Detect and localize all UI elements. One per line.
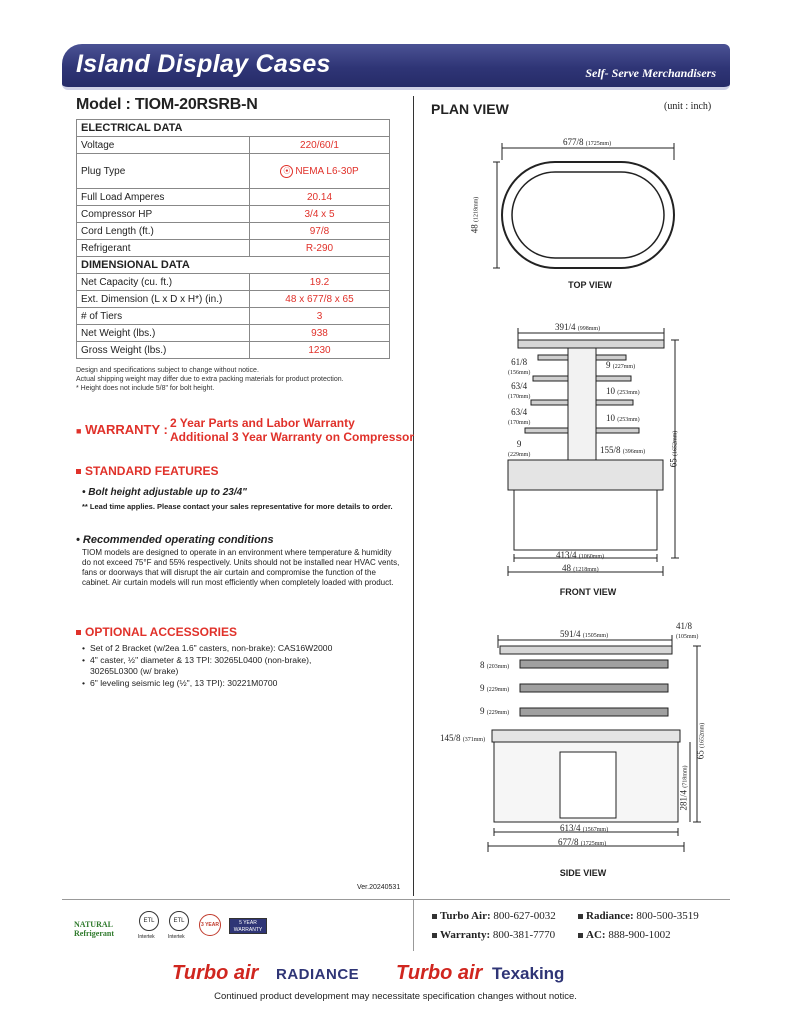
front-left-dim-4 (508, 440, 530, 460)
contact-turbo-air (432, 910, 556, 922)
front-left-dim-1 (508, 358, 530, 378)
contact-name: Turbo Air: (440, 910, 491, 922)
top-view-drawing (493, 143, 674, 268)
turbo-air-logo: Turbo air (172, 962, 259, 984)
contact-phone: 888-900-1002 (608, 929, 671, 941)
dim-mm: (1567mm) (582, 827, 609, 833)
recommended-text: TIOM models are designed to operate in an environment where temperature & humidity do not exceed 75°F and 55% respectively. Units should not be installed near HVAC vents, fans or doorways that will disrupt the air curtain and compromise the function of the cabinet. Air curtain models will run most efficiently when completely loaded with product. (82, 548, 400, 587)
spec-label: Net Weight (lbs.) (77, 325, 250, 342)
dim-value: 65 (668, 458, 679, 468)
side-overall-width-dim (558, 837, 606, 847)
front-right-dim-1 (606, 360, 635, 370)
contact-radiance (578, 910, 699, 922)
dim-mm: (1725mm) (580, 841, 607, 847)
intertek-label: Intertek (168, 934, 185, 940)
contact-phone: 800-381-7770 (492, 929, 556, 941)
natural-text: NATURAL (74, 920, 113, 929)
spec-value: 20.14 (250, 189, 390, 206)
front-left-dim-2 (508, 382, 530, 402)
dim-mm: (718mm) (682, 765, 689, 788)
dim-mm: (156mm) (508, 370, 531, 376)
model-number: TIOM-20RSRB-N (134, 96, 258, 113)
list-item: • 4" caster, ½" diameter & 13 TPI: 30265L0400 (non-brake), (82, 655, 402, 667)
list-item: 30265L0300 (w/ brake) (90, 666, 179, 676)
contact-ac (578, 929, 671, 941)
side-view-drawing (488, 635, 701, 852)
spec-value: 938 (250, 325, 390, 342)
dim-value: 9 (480, 706, 485, 716)
dim-value: 9 (606, 360, 611, 370)
front-view-caption: FRONT VIEW (559, 587, 617, 597)
plug-type-value: NEMA L6-30P (295, 165, 359, 177)
front-right-dim-3 (606, 413, 640, 423)
dim-value: 391/4 (555, 322, 576, 332)
dim-mm: (1060mm) (578, 554, 605, 560)
dim-mm: (227mm) (612, 364, 636, 370)
side-base-width-dim (560, 823, 608, 833)
dim-mm: (1652mm) (672, 430, 679, 457)
footer-divider (62, 899, 730, 900)
side-shelf-depth-dim (440, 733, 485, 743)
side-left-dim-2 (480, 683, 509, 693)
warranty-label-text: WARRANTY : (85, 422, 168, 437)
spec-value: 19.2 (250, 274, 390, 291)
plug-icon: ⦿ (280, 165, 293, 178)
note-line: Actual shipping weight may differ due to extra packing materials for product protection. (76, 376, 344, 383)
contact-phone: 800-500-3519 (636, 910, 699, 922)
side-view-caption: SIDE VIEW (559, 868, 607, 878)
standard-feature-note: ** Lead time applies. Please contact your sales representative for more details to order. (82, 502, 393, 511)
dim-value: 9 (480, 683, 485, 693)
dim-value: 9 (516, 439, 522, 449)
side-left-dim-3 (480, 706, 509, 716)
contact-phone: 800-627-0032 (493, 910, 556, 922)
warranty-line-2: Additional 3 Year Warranty on Compressor (170, 430, 415, 444)
side-base-height-dim (679, 765, 689, 810)
dim-value: 10 (606, 413, 615, 423)
spec-label: Net Capacity (cu. ft.) (77, 274, 250, 291)
side-offset-dim (676, 622, 698, 642)
unit-label: (unit : inch) (664, 101, 712, 112)
dim-value: 65 (695, 750, 706, 760)
dim-mm: (1505mm) (582, 633, 609, 639)
list-item: • 6" leveling seismic leg (½", 13 TPI): 30221M0700 (82, 678, 402, 690)
version-label: Ver.20240531 (357, 884, 401, 891)
three-year-badge-icon (199, 914, 221, 936)
recommended-heading: • Recommended operating conditions (76, 534, 274, 546)
spec-label: # of Tiers (77, 308, 250, 325)
dim-value: 48 (469, 224, 480, 234)
spec-label: Refrigerant (77, 240, 250, 257)
plan-view-title: PLAN VIEW (431, 101, 509, 117)
spec-value: 3 (250, 308, 390, 325)
list-item: • Set of 2 Bracket (w/2ea 1.6" casters, non-brake): CAS16W2000 (82, 643, 402, 655)
side-top-width-dim (560, 629, 608, 639)
top-width-dim (563, 137, 611, 147)
spec-value: 97/8 (250, 223, 390, 240)
contact-name: AC: (586, 929, 606, 941)
spec-value: R-290 (250, 240, 390, 257)
badge-text: ETL (143, 918, 155, 924)
note-line: * Height does not include 5/8" for bolt height. (76, 385, 215, 392)
radiance-logo: RADIANCE (276, 966, 360, 983)
turbo-air-ac-logo: Turbo air (396, 962, 483, 984)
front-height-dim (668, 431, 678, 468)
dim-mm: (998mm) (577, 326, 601, 332)
dim-value: 61/8 (511, 357, 528, 367)
spec-label: Ext. Dimension (L x D x H*) (in.) (77, 291, 250, 308)
dim-value: 41/8 (676, 621, 693, 631)
dim-value: 413/4 (556, 550, 577, 560)
side-height-dim (695, 723, 705, 760)
front-top-width-dim (555, 322, 600, 332)
badge-text: 3 YEAR (201, 922, 219, 928)
spec-label: Gross Weight (lbs.) (77, 342, 250, 359)
contact-warranty (432, 929, 555, 941)
dim-value: 155/8 (600, 445, 621, 455)
badge-text: 5 YEAR WARRANTY (233, 920, 263, 933)
dim-mm: (203mm) (486, 664, 510, 670)
dim-mm: (253mm) (617, 417, 640, 423)
top-depth-dim (469, 197, 479, 234)
dim-value: 613/4 (560, 823, 581, 833)
front-left-dim-3 (508, 408, 530, 428)
footer-column-divider (413, 899, 414, 951)
dim-value: 48 (562, 563, 571, 573)
standard-features-title: STANDARD FEATURES (85, 464, 219, 478)
model-label: Model : (76, 96, 135, 113)
intertek-label: Intertek (138, 934, 155, 940)
texaking-logo: Texaking (492, 964, 565, 983)
contact-name: Warranty: (440, 929, 491, 941)
standard-feature-item: • Bolt height adjustable up to 23/4" (82, 487, 247, 498)
front-base-width-dim (556, 550, 604, 560)
note-line: Design and specifications subject to change without notice. (76, 367, 259, 374)
dim-value: 281/4 (678, 790, 689, 811)
natural-refrigerant-logo (74, 920, 114, 938)
warranty-line-1: 2 Year Parts and Labor Warranty (170, 416, 355, 430)
spec-value: 220/60/1 (250, 137, 390, 154)
etl-sanitation-badge-icon (169, 911, 189, 931)
spec-label: Full Load Amperes (77, 189, 250, 206)
bullet-square-icon (432, 914, 437, 919)
dim-mm: (371mm) (462, 737, 486, 743)
front-right-dim-4 (600, 445, 645, 455)
dim-value: 63/4 (511, 407, 528, 417)
front-overall-width-dim (562, 563, 599, 573)
front-right-dim-2 (606, 386, 640, 396)
dim-mm: (1218mm) (473, 196, 480, 223)
page-subtitle: Self- Serve Merchandisers (585, 66, 716, 80)
five-year-warranty-badge-icon (229, 918, 267, 934)
dim-mm: (170mm) (508, 394, 531, 400)
contact-name: Radiance: (586, 910, 634, 922)
dim-mm: (1725mm) (585, 141, 612, 147)
bullet-square-icon (578, 914, 583, 919)
top-view-caption: TOP VIEW (568, 280, 612, 290)
dim-value: 145/8 (440, 733, 461, 743)
spec-value: 3/4 x 5 (250, 206, 390, 223)
badge-text: ETL (173, 918, 185, 924)
dim-mm: (229mm) (486, 710, 510, 716)
electrical-header: ELECTRICAL DATA (77, 120, 390, 137)
footer-disclaimer: Continued product development may necessitate specification changes without notice. (214, 991, 577, 1002)
page-title: Island Display Cases (76, 50, 331, 78)
bullet-square-icon (432, 933, 437, 938)
spec-value: 1230 (250, 342, 390, 359)
bullet-square-icon: ■ (76, 426, 82, 436)
dim-value: 10 (606, 386, 615, 396)
dim-mm: (1218mm) (573, 567, 599, 573)
dim-mm: (229mm) (508, 452, 531, 458)
dim-mm: (229mm) (486, 687, 510, 693)
spec-label: Cord Length (ft.) (77, 223, 250, 240)
spec-label: Voltage (77, 137, 250, 154)
dim-mm: (105mm) (676, 634, 699, 640)
dim-value: 8 (480, 660, 485, 670)
dim-value: 591/4 (560, 629, 581, 639)
dim-mm: (396mm) (622, 449, 646, 455)
refrigerant-text: Refrigerant (74, 929, 114, 938)
side-left-dim-1 (480, 660, 509, 670)
optional-accessories-title: OPTIONAL ACCESSORIES (85, 625, 238, 639)
dimensional-header: DIMENSIONAL DATA (77, 257, 390, 274)
dim-mm: (1652mm) (699, 722, 706, 749)
dim-mm: (170mm) (508, 420, 531, 426)
spec-label: Compressor HP (77, 206, 250, 223)
front-view-drawing (508, 328, 679, 576)
etl-badge-icon (139, 911, 159, 931)
dim-mm: (253mm) (617, 390, 640, 396)
dim-value: 677/8 (563, 137, 584, 147)
spec-value: 48 x 677/8 x 65 (250, 291, 390, 308)
dim-value: 677/8 (558, 837, 579, 847)
spec-label: Plug Type (77, 154, 250, 189)
dim-value: 63/4 (511, 381, 528, 391)
bullet-square-icon (578, 933, 583, 938)
